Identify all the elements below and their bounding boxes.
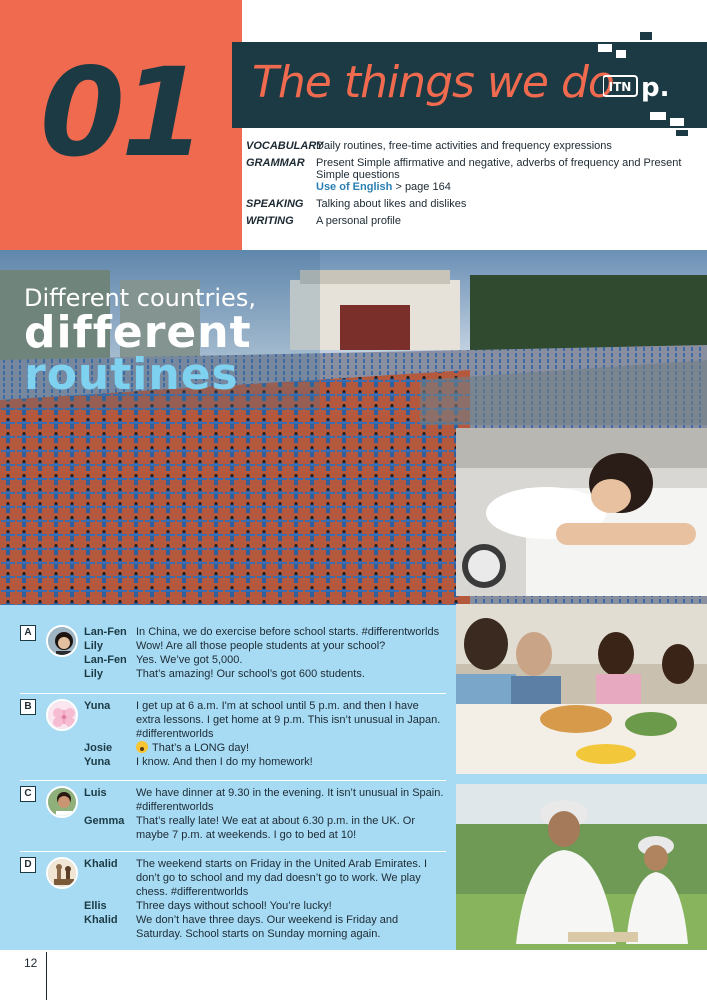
summary-key: GRAMMAR: [246, 157, 305, 169]
decor-shape: [640, 32, 652, 40]
message-text: We have dinner at 9.30 in the evening. It isn’t unusual in Spain. #differentworlds: [136, 787, 444, 813]
chat-divider: [20, 780, 446, 781]
chat-d: [20, 857, 446, 941]
chat-line: [20, 625, 446, 639]
summary-value: A personal profile: [316, 215, 401, 227]
chat-line: [20, 857, 446, 899]
message-text-content: That’s a LONG day!: [152, 742, 250, 754]
message-text: I get up at 6 a.m. I'm at school until 5 p.m. and then I have extra lessons. I get home at 9 p.m. This isn’t unusual in Japan. #differentworlds: [136, 700, 441, 740]
grammar-text: Present Simple affirmative and negative, adverbs of frequency and Present Simple questions: [316, 157, 682, 181]
hero-title-line2: different: [24, 307, 252, 358]
speaker-name: Luis: [84, 787, 107, 799]
decor-shape: [676, 130, 688, 136]
chat-line: [20, 639, 446, 653]
hero-title: [24, 284, 256, 400]
chat-c: [20, 786, 446, 842]
summary-speaking: [246, 198, 696, 210]
chat-letter: A: [20, 625, 36, 641]
use-of-english-link[interactable]: [316, 181, 696, 193]
chat-a: [20, 625, 446, 681]
chat-line: [20, 786, 446, 814]
chat-line: [20, 699, 446, 741]
photo-family-dinner: [456, 604, 707, 774]
message-text: Three days without school! You’re lucky!: [136, 900, 332, 912]
speaker-name: Josie: [84, 742, 113, 754]
chat-divider: [20, 693, 446, 694]
chat-letter: C: [20, 786, 36, 802]
speaker-name: Khalid: [84, 858, 118, 870]
chat-divider: [20, 851, 446, 852]
message-text: [136, 741, 446, 755]
message-text: That’s amazing! Our school’s got 600 students.: [136, 668, 365, 680]
summary-grammar: [246, 157, 696, 193]
link-label: Use of English: [316, 181, 393, 193]
decor-shape: [650, 112, 666, 120]
chat-line: [20, 814, 446, 842]
page-rule: [46, 952, 47, 1000]
summary-vocabulary: [246, 140, 696, 152]
surprised-emoji-icon: [136, 741, 148, 753]
hero-title-line1: Different countries,: [24, 284, 256, 312]
link-suffix: > page 164: [392, 181, 451, 193]
decor-shape: [670, 118, 684, 126]
summary-writing: [246, 215, 696, 227]
speaker-name: Lily: [84, 668, 103, 680]
summary-value: Talking about likes and dislikes: [316, 198, 467, 210]
speaker-name: Khalid: [84, 914, 118, 926]
summary-key: VOCABULARY: [246, 140, 324, 152]
message-text: The weekend starts on Friday in the United Arab Emirates. I don’t go to school and my dad doesn’t go to work. We play chess. #differentworlds: [136, 858, 428, 898]
message-text: In China, we do exercise before school starts. #differentworlds: [136, 626, 440, 638]
photo-father-son-chess: [456, 784, 707, 950]
logo-letter: p.: [641, 73, 670, 103]
summary-value: Daily routines, free-time activities and frequency expressions: [316, 140, 612, 152]
summary-value: [316, 157, 696, 193]
speaker-name: Lan-Fen: [84, 654, 127, 666]
speaker-name: Lan-Fen: [84, 626, 127, 638]
chat-line: [20, 653, 446, 667]
speaker-name: Yuna: [84, 756, 111, 768]
chat-line: [20, 755, 446, 769]
message-text: I know. And then I do my homework!: [136, 756, 313, 768]
chat-line: [20, 899, 446, 913]
photo-girl-waking-up: [456, 428, 707, 596]
unit-title: The things we do: [252, 57, 614, 108]
speaker-name: Gemma: [84, 815, 125, 827]
chat-line: [20, 667, 446, 681]
summary-key: SPEAKING: [246, 198, 304, 210]
unit-number: 01: [40, 42, 202, 184]
chat-letter: D: [20, 857, 36, 873]
speaker-name: Lily: [84, 640, 103, 652]
summary-key: WRITING: [246, 215, 294, 227]
chat-letter: B: [20, 699, 36, 715]
speaker-name: Ellis: [84, 900, 107, 912]
decor-shape: [598, 44, 612, 52]
decor-shape: [616, 50, 626, 58]
itn-logo: [603, 68, 673, 104]
message-text: We don’t have three days. Our weekend is Friday and Saturday. School starts on Sunday morning again.: [136, 914, 399, 940]
message-text: That’s really late! We eat at about 6.30 p.m. in the UK. Or maybe 7 p.m. at weekends. I go to bed at 10!: [136, 815, 416, 841]
logo-text: ITN: [608, 80, 632, 94]
speaker-name: Yuna: [84, 700, 111, 712]
page-number: 12: [24, 956, 38, 970]
chat-b: [20, 699, 446, 769]
hero-title-line3: routines: [24, 349, 239, 400]
message-text: Yes. We’ve got 5,000.: [136, 654, 243, 666]
chat-line: [20, 741, 446, 755]
message-text: Wow! Are all those people students at your school?: [136, 640, 386, 652]
unit-summary: [246, 140, 696, 232]
chat-line: [20, 913, 446, 941]
